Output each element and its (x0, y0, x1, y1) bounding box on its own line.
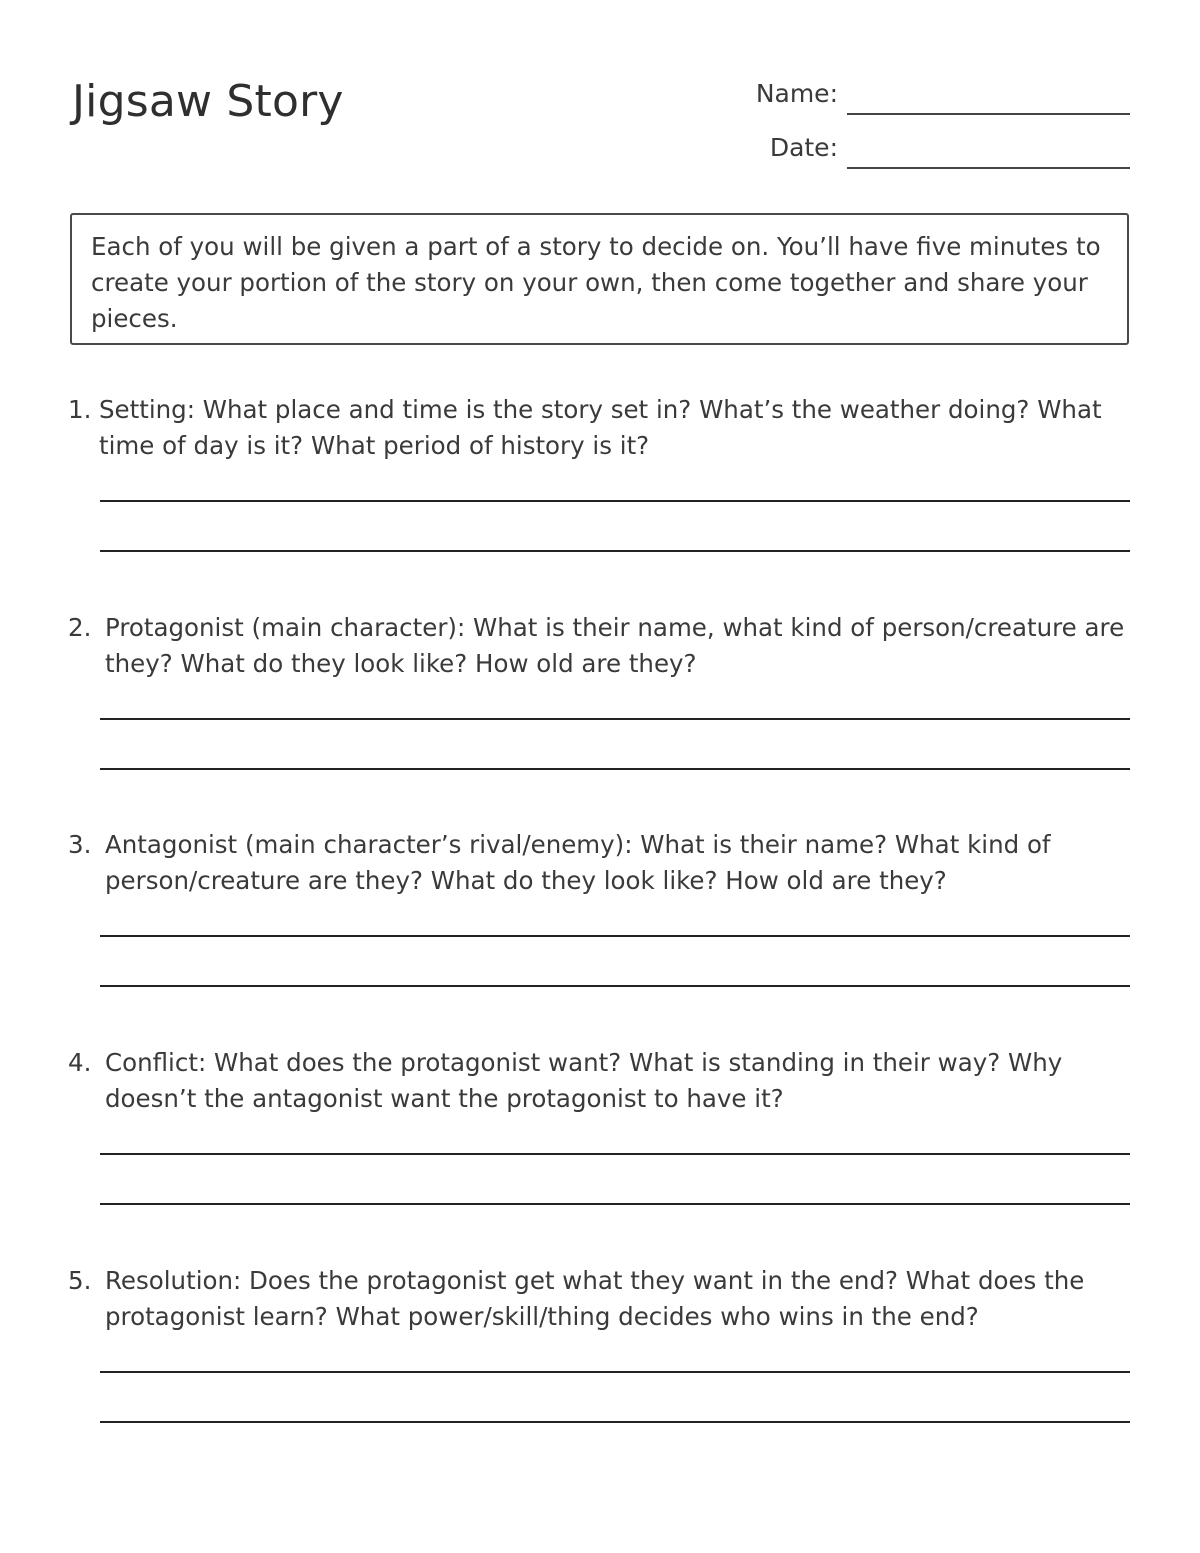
name-input-line[interactable] (847, 113, 1130, 115)
instructions-text: Each of you will be given a part of a story to decide on. You’ll have five minutes to create your portion of the story on your own, then come together and share your pieces. (91, 232, 1101, 333)
question-text: Antagonist (main character’s rival/enemy): What is their name? What kind of person/creature are they? What do they look like? How old are they? (105, 830, 1051, 895)
name-field (700, 76, 1130, 116)
question-number: 5. (68, 1266, 92, 1295)
answer-line[interactable] (100, 768, 1130, 770)
answer-line[interactable] (100, 985, 1130, 987)
instructions-box (70, 213, 1129, 345)
question-antagonist (68, 827, 1130, 1027)
answer-line[interactable] (100, 1421, 1130, 1423)
question-protagonist (68, 610, 1130, 810)
question-setting (68, 392, 1130, 592)
date-label: Date: (769, 133, 838, 162)
question-number: 1. (68, 395, 92, 424)
date-input-line[interactable] (847, 167, 1130, 169)
answer-line[interactable] (100, 935, 1130, 937)
question-text: Conflict: What does the protagonist want? What is standing in their way? Why doesn’t the antagonist want the protagonist to have it? (105, 1048, 1063, 1113)
answer-line[interactable] (100, 550, 1130, 552)
answer-line[interactable] (100, 718, 1130, 720)
question-number: 3. (68, 830, 92, 859)
question-conflict (68, 1045, 1130, 1245)
page-title: Jigsaw Story (72, 76, 344, 127)
answer-line[interactable] (100, 1203, 1130, 1205)
question-number: 2. (68, 613, 92, 642)
answer-line[interactable] (100, 1153, 1130, 1155)
answer-line[interactable] (100, 1371, 1130, 1373)
question-text: Protagonist (main character): What is their name, what kind of person/creature are they? What do they look like? How old are they? (105, 613, 1125, 678)
date-field (700, 130, 1130, 170)
question-text: Resolution: Does the protagonist get what they want in the end? What does the protagonist learn? What power/skill/thing decides who wins in the end? (105, 1266, 1085, 1331)
question-resolution (68, 1263, 1130, 1463)
answer-line[interactable] (100, 500, 1130, 502)
name-label: Name: (755, 79, 838, 108)
question-text: Setting: What place and time is the story set in? What’s the weather doing? What time of day is it? What period of history is it? (99, 395, 1102, 460)
question-number: 4. (68, 1048, 92, 1077)
